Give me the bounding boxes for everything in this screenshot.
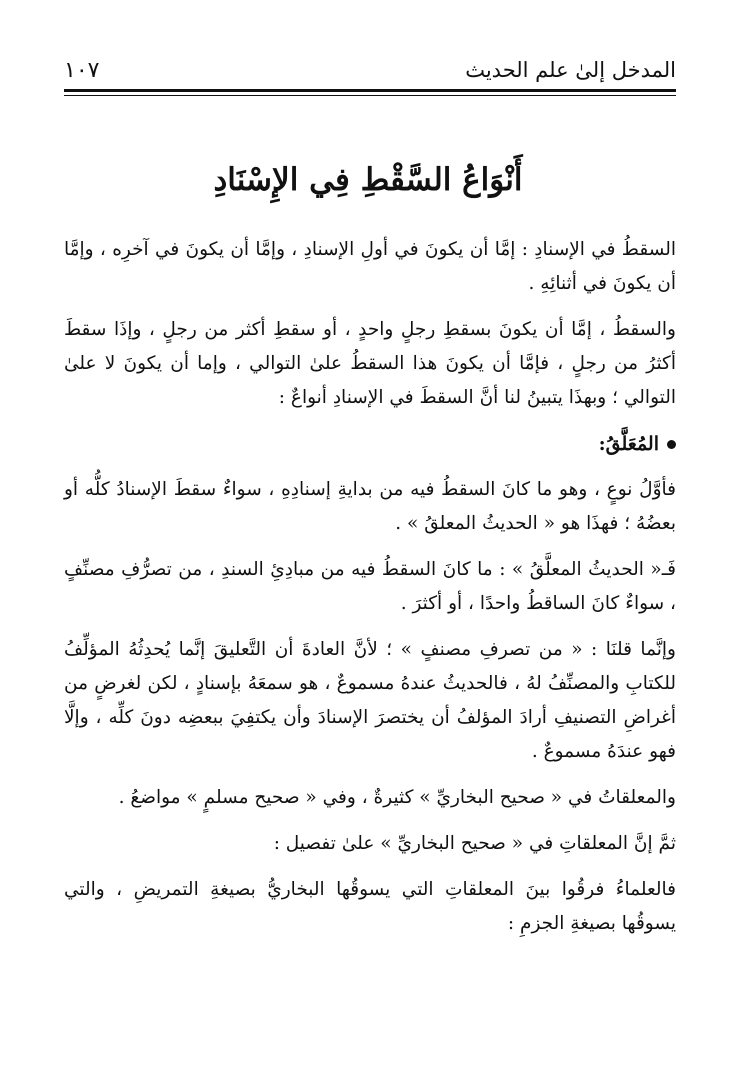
section-heading-text: المُعَلَّقُ: <box>598 433 659 455</box>
page-body <box>64 233 676 953</box>
header-rule-thick <box>64 89 676 92</box>
bullet-icon <box>667 440 676 449</box>
paragraph: فالعلماءُ فرقُوا بينَ المعلقاتِ التي يسوقُها البخاريُّ بصيغةِ التمريضِ ، والتي يسوقُها بصيغةِ الجزمِ : <box>64 879 676 934</box>
paragraph: ثمَّ إنَّ المعلقاتِ في « صحيح البخاريِّ » علىٰ تفصيل : <box>273 833 676 854</box>
page-number: ١٠٧ <box>64 57 100 83</box>
paragraph: السقطُ في الإسنادِ : إمَّا أن يكونَ في أولِ الإسنادِ ، وإمَّا أن يكونَ في آخرِه ، وإمَّا أن يكونَ في أثنائِهِ . <box>64 239 676 294</box>
paragraph: فأوَّلُ نوعٍ ، وهو ما كانَ السقطُ فيه من بدايةِ إسنادِهِ ، سواءٌ سقطَ الإسنادُ كلُّه أو بعضُهُ ؛ فهذَا هو « الحديثُ المعلقُ » . <box>64 479 676 534</box>
running-title: المدخل إلىٰ علم الحديث <box>465 58 676 82</box>
section-heading <box>64 427 676 461</box>
paragraph: والسقطُ ، إمَّا أن يكونَ بسقطِ رجلٍ واحدٍ ، أو سقطِ أكثر من رجلٍ ، وإذَا سقطَ أكثرُ من رجلٍ ، فإمَّا أن يكونَ هذا السقطُ علىٰ التوالي ، وإما أن يكونَ لا علىٰ التوالي ؛ وبهذَا يتبينُ لنا أنَّ السقطَ في الإسنادِ أنواعٌ : <box>64 319 676 408</box>
paragraph: فَـ« الحديثُ المعلَّقُ » : ما كانَ السقطُ فيه من مبادِئِ السندِ ، من تصرُّفِ مصنِّفٍ ، سواءٌ كانَ الساقطُ واحدًا ، أو أكثرَ . <box>64 559 676 614</box>
page-header <box>64 52 676 88</box>
paragraph: والمعلقاتُ في « صحيح البخاريِّ » كثيرةٌ ، وفي « صحيح مسلمٍ » مواضعُ . <box>118 787 676 808</box>
paragraph: وإنَّما قلنَا : « من تصرفِ مصنفٍ » ؛ لأنَّ العادةَ أن التَّعليقَ إنَّما يُحدِثُهُ المؤلِّفُ للكتابِ والمصنِّفُ لهُ ، فالحديثُ عندهُ مسموعٌ ، هو سمعَهُ بإسنادٍ ، لكن لغرضٍ من أغراضِ التصنيفِ أرادَ المؤلفُ أن يختصرَ الإسنادَ وأن يكتفِيَ ببعضِه دونَ كلِّه ، وإلَّا فهو عندَهُ مسموعٌ . <box>64 639 676 762</box>
header-rule-thin <box>64 95 676 96</box>
chapter-title: أَنْوَاعُ السَّقْطِ فِي الإِسْنَادِ <box>213 162 523 198</box>
